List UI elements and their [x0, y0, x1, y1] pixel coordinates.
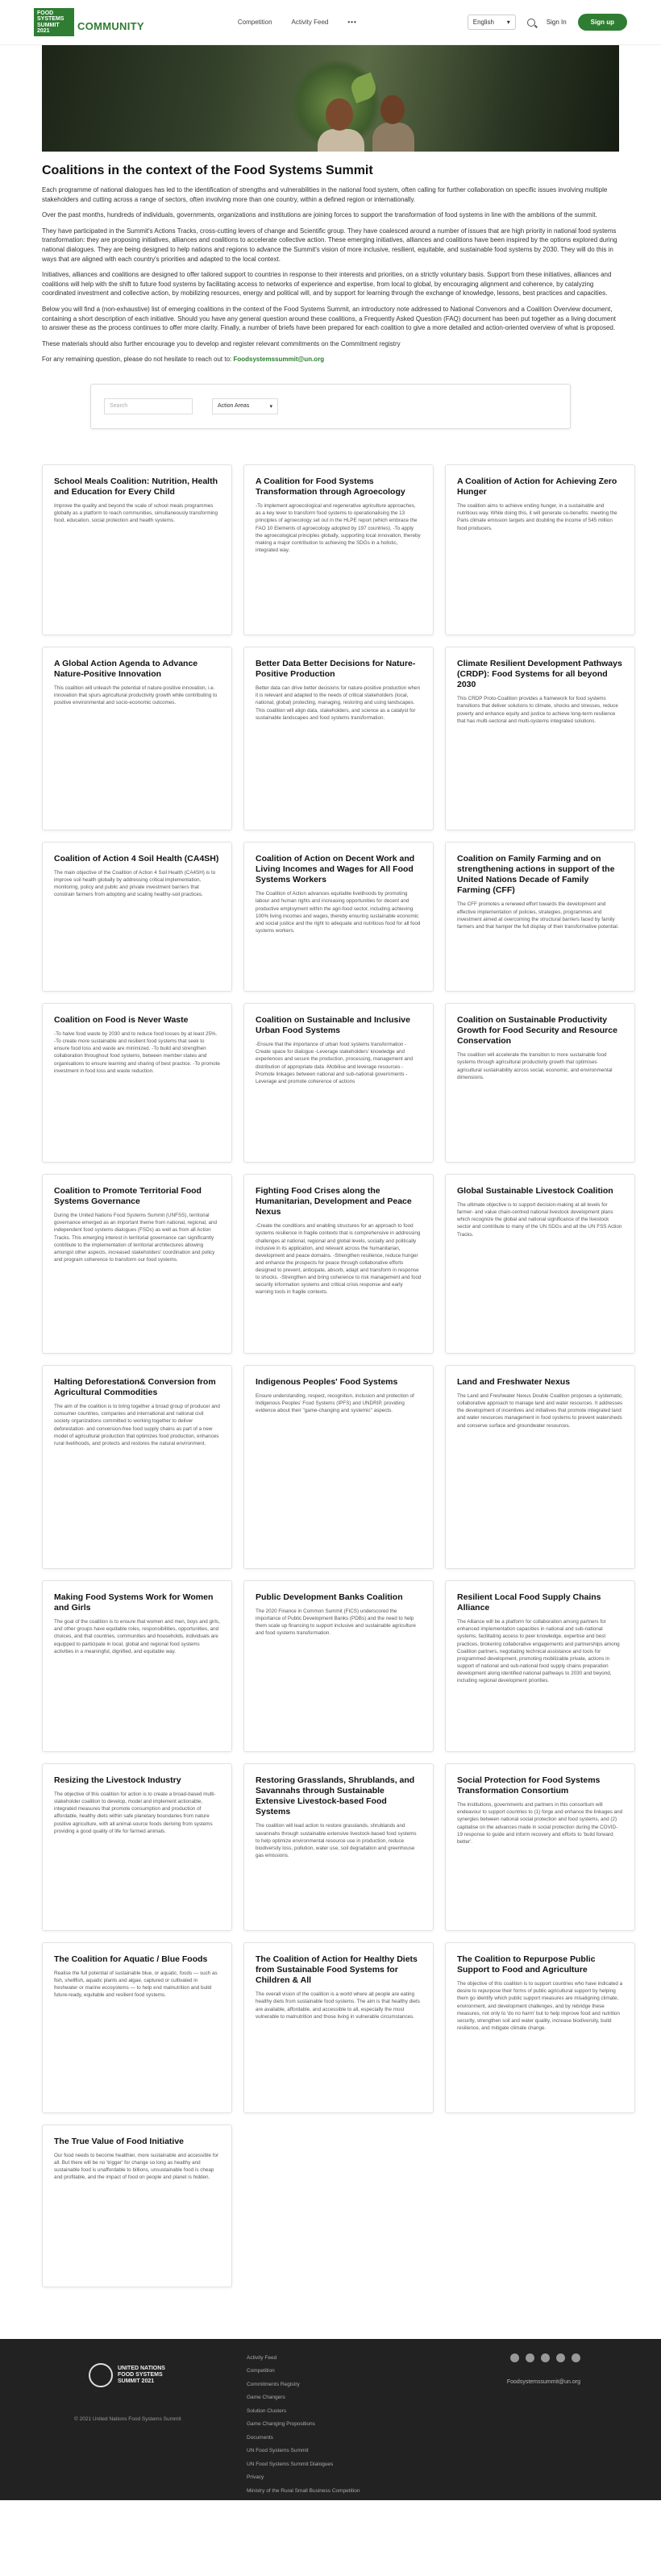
coalition-description: The aim of the coalition is to bring together a broad group of producer and consumer countries, companies and international and national civil society organizations committed to working together to deliver deforestation- and conversion-free food supply chains as part of a new model of agricultural production that optimizes food production, enhances rural livelihoods, and protects and restores the natural environment. [54, 1404, 220, 1446]
youtube-icon[interactable] [572, 2353, 580, 2362]
coalition-filter-bar [90, 384, 571, 429]
coalition-description: The main objective of the Coalition of Action 4 Soil Health (CA4SH) is to improve soil health globally by addressing critical implementation, monitoring, policy and public and private investment barriers that constrain farmers from adopting and scaling healthy-soil practices. [54, 870, 216, 898]
coalition-title: Coalition of Action 4 Soil Health (CA4SH) [54, 853, 219, 864]
coalition-card[interactable] [42, 1174, 232, 1354]
twitter-icon[interactable] [510, 2353, 519, 2362]
coalition-card[interactable] [243, 1003, 434, 1163]
coalition-card[interactable] [42, 1003, 232, 1163]
action-areas-label: Action Areas [218, 402, 250, 409]
coalition-card[interactable] [42, 647, 232, 830]
logo-badge [34, 8, 74, 36]
footer-link[interactable]: Documents [247, 2434, 273, 2441]
coalition-description: The coalition will lead action to restore grasslands, shrublands and savannahs through sustainable extensive livestock-based food systems to help optimize environmental resource use in production, reduce biodiversity loss, pollution, water use, soil degradation and greenhouse gas emissions. [256, 1823, 417, 1858]
coalition-title: Land and Freshwater Nexus [457, 1376, 571, 1387]
footer-logo-line: UNITED NATIONS [118, 2366, 165, 2372]
nav-activity-feed[interactable]: Activity Feed [291, 19, 329, 26]
coalition-description: The Coalition of Action advances equitable livelihoods by promoting labour and human rights and increasing opportunities for decent and productive employment within the agri-food sector, including achieving 100% living incomes and wages, thereby ensuring sustainable economic and social justice and the right to adequate and nutritious food for all food systems workers. [256, 891, 421, 934]
coalition-title: Global Sustainable Livestock Coalition [457, 1185, 613, 1196]
contact-prefix: For any remaining question, please do not hesitate to reach out to: [42, 356, 234, 364]
coalition-description: The Land and Freshwater Nexus Double Coalition proposes a systematic, collaborative approach to manage land and water resources. It addresses the development of incentives and initiatives that promote integrated land and water resources management in food systems to prevent watersheds and conserve surface and groundwater resources. [457, 1393, 623, 1429]
coalition-title: Coalition on Sustainable Productivity Growth for Food Security and Resource Conservation [457, 1014, 617, 1047]
coalition-description: The coalition aims to achieve ending hunger, in a sustainable and nutritious way. While doing this, it will generate co-benefits: meeting the Paris climate emission targets and doubling the income of 545 million food producers. [457, 503, 617, 531]
intro-paragraph: They have participated in the Summit's Actions Tracks, cross-cutting levers of change and Scientific group. They have coalesced around a number of issues that are high priority in national food systems transformation: they are proposing initiatives, alliances and coalitions to accelerate collective action. These emerging initiatives, alliances and coalitions have been inspired by the options explored during national dialogues. They are being designed to help nations and regions to advance the Summit's vision of more inclusive, resilient, equitable, and sustainable food systems by 2030. They will do this in ways that are aligned with each country's priorities and adapted to the local context. [42, 227, 617, 263]
footer-link[interactable]: Solution Clusters [247, 2407, 287, 2414]
page-title: Coalitions in the context of the Food Systems Summit [42, 164, 373, 177]
coalition-title: Climate Resilient Development Pathways (CRDP): Food Systems for all beyond 2030 [457, 658, 622, 690]
coalition-card[interactable] [42, 464, 232, 635]
footer-link[interactable]: Game Changing Propositions [247, 2421, 315, 2428]
header-actions [468, 14, 627, 31]
coalition-description: The institutions, governments and partners in this consortium will endeavour to support countries to (1) forge and enhance the linkages and synergies between national social protection and food systems, and (2) capitalise on the advances made in social protection during the COVID-19 response to guide and inform recovery and efforts to 'build forward better'. [457, 1802, 623, 1845]
coalition-description: Better data can drive better decisions for nature-positive production when it is relevant and adapted to the needs of critical stakeholders (local, national, global) protecting, managing, restoring and using landscapes. This coalition will align data, stakeholders, and science as a catalyst for sustainable landscapes and food systems transformation. [256, 685, 421, 721]
nav-more-icon[interactable]: ••• [347, 19, 357, 26]
coalition-description: The Alliance will be a platform for collaboration among partners for enhanced implementation capacities in national and sub-national systems, facilitating access to peer knowledge, expertise and best practices, brokering collaborative engagements and partnerships among Coalition partners, negotiating technical assistance and tools for programmed development, promoting mobilizable private, actions in support of national and sub-national food supply chains preparation development along identified national pathways to 2030 and beyond, including regional development priorities. [457, 1619, 620, 1684]
coalition-title: Coalition of Action on Decent Work and Living Incomes and Wages for All Food Systems Workers [256, 853, 415, 885]
coalition-title: The Coalition to Repurpose Public Support to Food and Agriculture [457, 1954, 596, 1975]
coalition-card[interactable] [42, 842, 232, 992]
coalition-title: Fighting Food Crises along the Humanitarian, Development and Peace Nexus [256, 1185, 412, 1217]
un-emblem-icon [89, 2363, 113, 2387]
coalition-description: -To implement agroecological and regenerative agriculture approaches, as a key lever to transform food systems to operationalising the 13 principles of agroecology set out in the HLPE report (which embrace the FAO 10 Elements of agroecology adopted by 197 countries). -To apply the agroecological principles globally, supporting local innovation, thereby making a major contribution to achieving the SDGs in a holistic, integrated way. [256, 503, 421, 553]
contact-email-link[interactable]: Foodsystemssummit@un.org [233, 356, 325, 364]
coalition-title: Restoring Grasslands, Shrublands, and Savannahs through Sustainable Extensive Livestock-based Food Systems [256, 1775, 415, 1817]
coalition-description: The ultimate objective is to support decision-making at all levels for farmer- and value chain-centred national livestock development plans which recognize the global and national significance of the livestock sector and contribute to many of the UN SDGs and all the UN FSS Action Tracks. [457, 1202, 622, 1238]
coalition-card[interactable] [445, 842, 635, 992]
coalition-title: Coalition on Food is Never Waste [54, 1014, 189, 1025]
coalition-description: -Create the conditions and enabling structures for an approach to food systems resilience in fragile contexts that is comprehensive in addressing challenges at national, regional and global levels, socially and politically inclusive in its application, and relevant across the humanitarian, development and peace domains. -Strengthen resilience, reduce hunger and enhance the prospects for peace through collaborative efforts designed to prevent, anticipate, absorb, adapt and transform in response to shocks. -Strengthen and bring coherence to risk management and food security information systems and critical crisis response and early warning tools in fragile contexts. [256, 1223, 422, 1296]
site-footer [0, 2339, 661, 2500]
coalition-card[interactable] [42, 1942, 232, 2113]
footer-link[interactable]: UN Food Systems Summit Dialogues [247, 2461, 334, 2467]
coalition-card[interactable] [445, 1763, 635, 1931]
hero-image [42, 45, 619, 152]
coalition-search-input[interactable]: Search [104, 398, 193, 414]
coalition-card[interactable] [243, 1763, 434, 1931]
coalition-title: Public Development Banks Coalition [256, 1592, 403, 1602]
footer-logo-line: SUMMIT 2021 [118, 2378, 155, 2384]
coalition-title: Resizing the Livestock Industry [54, 1775, 181, 1785]
logo-community-text: COMMUNITY [77, 20, 144, 32]
coalition-description: The objective of this coalition is to support countries who have indicated a desire to repurpose their forms of public agricultural support by helping them go identify which public support measures are misaligning climate, environment, and development challenges, and by rebridge these measures, not only to 'do no harm' but to help improve food and nutrition security, strengthen soil and water quality, increase biodiversity, build resilience, and mitigate climate change. [457, 1981, 623, 2031]
coalition-description: The goal of the coalition is to ensure that women and men, boys and girls, and other groups have equitable roles, responsibilities, opportunities, and choices, and that countries, communities and households, individuals are equipped to participate in local, global and regional food systems activities in a meaningful, dignified, and equitable way. [54, 1619, 220, 1654]
coalition-description: The objective of this coalition for action is to create a broad-based multi-stakeholder coalition to develop, model and implement actionable, integrated measures that promote consumption and production of affordable, healthy diets within safe planetary boundaries from nature positive agriculture, with all animal-source foods deriving from systems providing a good quality of life for farmed animals. [54, 1792, 216, 1834]
logo-line: FOOD SYSTEMS [37, 10, 64, 23]
coalition-title: A Coalition of Action for Achieving Zero Hunger [457, 476, 617, 497]
coalition-card[interactable] [243, 1174, 434, 1354]
action-areas-select[interactable] [212, 398, 278, 414]
coalition-card[interactable] [42, 1763, 232, 1931]
language-select[interactable] [468, 15, 516, 30]
footer-link[interactable]: Commitments Registry [247, 2381, 300, 2387]
sign-in-link[interactable]: Sign In [546, 19, 567, 26]
coalition-card[interactable] [445, 1174, 635, 1354]
intro-paragraph: These materials should also further encourage you to develop and register relevant commitments on the Commitment registry [42, 339, 401, 347]
linkedin-icon[interactable] [541, 2353, 550, 2362]
intro-section [42, 163, 619, 364]
coalition-description: Our food needs to become healthier, more sustainable and accessible for all. But there will be no 'trigger' for change so long as healthy and sustainable food is unaffordable to billions, unsustainable food is cheap and profitable, and the impact of food on people and planet is hidden. [54, 2153, 219, 2181]
coalition-card[interactable] [42, 2124, 232, 2287]
top-header [0, 0, 661, 45]
coalition-title: Resilient Local Food Supply Chains Alliance [457, 1592, 601, 1613]
intro-paragraph: Initiatives, alliances and coalitions are designed to offer tailored support to countries in response to their interests and priorities, on a strictly voluntary basis. Support from these initiatives, alliances and coalitions will help with the shift to future food systems by facilitating access to networks of experience and expertise, from local to global, by encouraging alignment and coherence, by catalyzing coordinated investment and collective action, by mobilizing resources, energy and political will, and by support for learning through the exchange of knowledge, lessons, best practices and capacities. [42, 271, 612, 298]
footer-link[interactable]: UN Food Systems Summit [247, 2448, 309, 2454]
coalition-description: Ensure understanding, respect, recognition, inclusion and protection of Indigenous Peoples' Food Systems (IPFS) and UNDRIP, providing evidence about their "game-changing and systemic" aspects. [256, 1393, 414, 1414]
coalition-title: The True Value of Food Initiative [54, 2136, 185, 2146]
coalition-description: During the United Nations Food Systems Summit (UNFSS), territorial governance emerged as an important theme from national, regional, and independent food systems dialogues (FSDs) as well as from all Action Tracks. This emerging interest in territorial governance can significantly contribute to the implementation of territorial architectures allowing amongst other aspects, increased stakeholders' coordination and policy and program coherence to transform our food systems. [54, 1213, 217, 1263]
footer-link[interactable]: Privacy [247, 2474, 264, 2481]
coalition-card[interactable] [42, 1580, 232, 1752]
coalition-description: -Ensure that the importance of urban food systems transformation -Create space for dialogue -Leverage stakeholders' knowledge and experiences and secure the production, processing, management and distribution of appropriate data -Mobilise and leverage resources -Promote linkages between national and sub-national governments -Leverage and promote coherence of actions [256, 1042, 413, 1084]
coalition-description: -To halve food waste by 2030 and to reduce food losses by at least 25%. -To create more sustainable and resilient food systems that seek to ensure food loss and waste are minimized. -To build and strengthen collaboration throughout food systems, between member states and organisations to ensure learning and sharing of best practice. -To promote investment in food loss and waste reduction. [54, 1031, 220, 1074]
coalition-card[interactable] [42, 1365, 232, 1569]
contact-paragraph [42, 355, 619, 364]
nav-competition[interactable]: Competition [237, 19, 272, 26]
coalition-card[interactable] [445, 1942, 635, 2113]
coalition-title: The Coalition for Aquatic / Blue Foods [54, 1954, 208, 1964]
coalition-card[interactable] [243, 1942, 434, 2113]
hero-child-face [380, 95, 405, 124]
chevron-down-icon: ▾ [269, 403, 272, 410]
footer-link[interactable]: Competition [247, 2368, 275, 2374]
footer-link[interactable]: Ministry of the Rural Small Business Competition [247, 2487, 360, 2494]
logo-line: SUMMIT 2021 [37, 22, 60, 34]
footer-logo[interactable] [89, 2363, 165, 2387]
coalition-description: The coalition will accelerate the transition to more sustainable food systems through agricultural productivity growth that optimises agricultural sustainability across social, economic, and environmental dimensions. [457, 1052, 613, 1080]
chevron-down-icon: ▾ [506, 19, 510, 26]
instagram-icon[interactable] [556, 2353, 565, 2362]
language-value: English [472, 19, 495, 26]
coalition-title: Indigenous Peoples' Food Systems [256, 1376, 398, 1387]
coalition-card[interactable] [445, 1365, 635, 1569]
coalition-card[interactable] [243, 842, 434, 992]
coalition-title: A Global Action Agenda to Advance Nature-Positive Innovation [54, 658, 198, 680]
coalition-title: Coalition on Family Farming and on strengthening actions in support of the United Nations Decade of Family Farming (CFF) [457, 853, 615, 896]
coalition-description: Improve the quality and beyond the scale of school meals programmes globally as a platform to reach communities, simultaneously transforming food, education, social protection and health systems. [54, 503, 218, 524]
main-nav [238, 19, 357, 26]
footer-link[interactable]: Game Changers [247, 2395, 285, 2401]
coalition-description: The CFF promotes a renewed effort towards the development and effective implementation of policies, strategies, programmes and investment aimed at overcoming the structural barriers faced by family farmers and that hamper the full display of their transformative potential. [457, 901, 619, 930]
social-links [510, 2353, 580, 2362]
footer-link[interactable]: Activity Feed [247, 2354, 277, 2361]
footer-logo-line: FOOD SYSTEMS [118, 2372, 163, 2378]
footer-links [247, 2355, 360, 2494]
intro-paragraph: Over the past months, hundreds of individuals, governments, organizations and institutions are joining forces to support the transformation of food systems in line with the ambitions of the summit. [42, 211, 597, 219]
coalition-card[interactable] [243, 1580, 434, 1752]
coalition-description: This coalition will unleash the potential of nature-positive innovation, i.e. innovation that spurs agricultural productivity growth while contributing to positive environmental and socio-economic outcomes. [54, 685, 218, 706]
footer-email[interactable]: Foodsystemssummit@un.org [506, 2378, 580, 2385]
coalition-description: This CRDP Proto-Coalition provides a framework for food systems transitions that deliver solutions to climate, shocks and stresses, reduce poverty and enhance equity and justice to achieve long-term resilience that has multi-sectoral and multi-systems integrated solutions. [457, 696, 618, 724]
coalition-card[interactable] [445, 464, 635, 635]
coalition-description: The overall vision of the coalition is a world where all people are eating healthy diets from sustainable food systems. The aim is that healthy diets are available, affordable, and accessible to all, especially the most vulnerable to malnutrition and those living in vulnerable circumstances. [256, 1991, 420, 2020]
search-icon[interactable] [527, 19, 535, 27]
intro-paragraph: Each programme of national dialogues has led to the identification of strengths and vulnerabilities in the national food system, often calling for further collaboration on specific issues involving multiple stakeholders and cutting across a range of sectors, often involving more than one country, within a defined region or internationally. [42, 186, 608, 203]
coalition-card[interactable] [445, 1580, 635, 1752]
coalition-description: Realise the full potential of sustainable blue, or aquatic, foods — such as fish, shellfish, aquatic plants and algae, captured or cultivated in freshwater or marine ecosystems — to help end malnutrition and build future-ready, equitable and resilient food systems. [54, 1970, 218, 1999]
coalition-title: School Meals Coalition: Nutrition, Health and Education for Every Child [54, 476, 218, 497]
facebook-icon[interactable] [526, 2353, 534, 2362]
hero-child-body [372, 123, 414, 152]
coalition-title: Halting Deforestation& Conversion from Agricultural Commodities [54, 1376, 216, 1398]
coalition-title: Coalition to Promote Territorial Food Systems Governance [54, 1185, 202, 1207]
coalition-title: Social Protection for Food Systems Transformation Consortium [457, 1775, 601, 1796]
coalition-card[interactable] [445, 647, 635, 830]
coalition-title: Making Food Systems Work for Women and Girls [54, 1592, 214, 1613]
coalition-description: The 2020 Finance in Common Summit (FICS) underscored the importance of Public Development Banks (PDBs) and the need to help them scale up financing to support inclusive and sustainable agriculture and food systems transformation. [256, 1608, 416, 1637]
site-logo[interactable] [34, 8, 144, 36]
sign-up-button[interactable]: Sign up [578, 14, 627, 31]
hero-child-face [326, 98, 353, 131]
coalition-title: Coalition on Sustainable and Inclusive Urban Food Systems [256, 1014, 410, 1036]
hero-child-body [318, 129, 364, 152]
coalition-card[interactable] [243, 464, 434, 635]
coalition-title: The Coalition of Action for Healthy Diets from Sustainable Food Systems for Children & All [256, 1954, 418, 1986]
copyright: © 2021 United Nations Food Systems Summit [74, 2416, 181, 2422]
coalition-title: Better Data Better Decisions for Nature-Positive Production [256, 658, 416, 680]
coalition-title: A Coalition for Food Systems Transformation through Agroecology [256, 476, 405, 497]
coalition-grid [42, 464, 623, 2299]
footer-logo-text [118, 2366, 165, 2384]
coalition-card[interactable] [243, 647, 434, 830]
coalition-card[interactable] [445, 1003, 635, 1163]
coalition-card[interactable] [243, 1365, 434, 1569]
intro-paragraph: Below you will find a (non-exhaustive) list of emerging coalitions in the context of the Food Systems Summit, an introductory note addressed to National Convenors and a Coalition Overview document, containing a short description of each initiative. Should you have any general question around these coalitions, a Frequently Asked Question (FAQ) document has been put together as a living document to answer these as the process continues to offer more clarity. Finally, a number of briefs have been prepared for each coalition to give a more detailed and action-oriented overview of what is proposed. [42, 305, 616, 332]
